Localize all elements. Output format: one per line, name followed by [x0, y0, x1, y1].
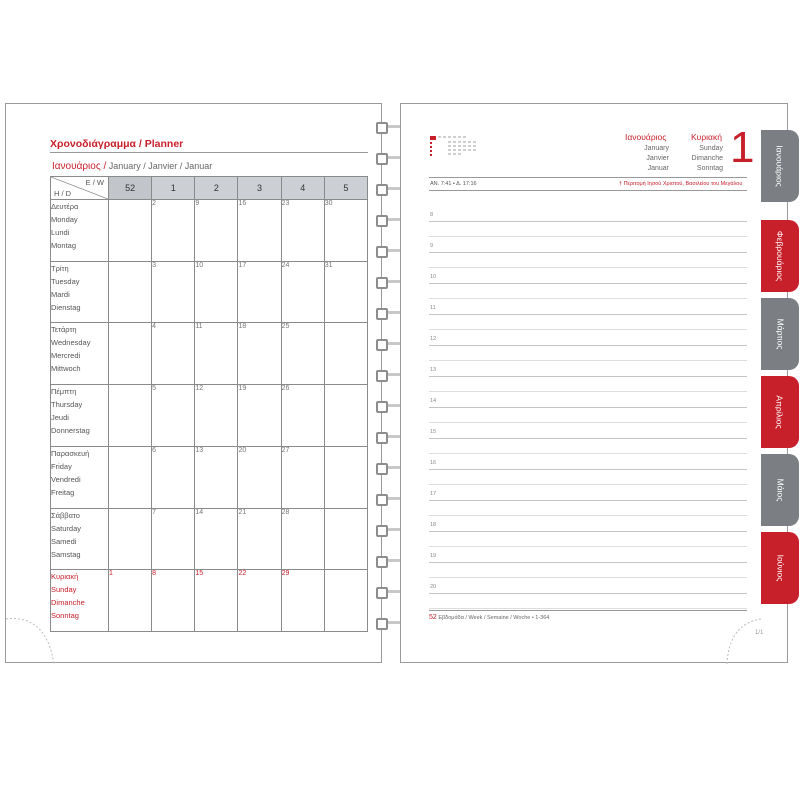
corner-day-label: H / D	[54, 189, 72, 198]
day-name-label: Τρίτη	[51, 263, 69, 273]
planner-day-row	[51, 200, 368, 262]
weekday-french: Dimanche	[691, 155, 723, 162]
monthly-planner-table	[50, 176, 368, 632]
half-hour-line[interactable]	[429, 453, 747, 454]
planner-day-row	[51, 385, 368, 447]
planner-date-cell[interactable]: 12	[195, 385, 238, 447]
day-name-label: Mardi	[51, 289, 70, 299]
hour-line[interactable]	[429, 531, 747, 532]
hour-label: 10	[430, 274, 437, 280]
day-name-label: Samedi	[51, 536, 77, 546]
planner-date-cell[interactable]: 5	[152, 385, 195, 447]
day-name-label: Κυριακή	[51, 572, 79, 582]
planner-day-row	[51, 446, 368, 508]
planner-date-cell[interactable]: 23	[281, 200, 324, 262]
day-name-label: Thursday	[51, 400, 83, 410]
month-german: Januar	[647, 165, 669, 172]
planner-date-cell[interactable]: 21	[238, 508, 281, 570]
day-name-label: Freitag	[51, 487, 75, 497]
planner-date-cell[interactable]	[324, 570, 367, 632]
hour-label: 13	[430, 367, 437, 373]
half-hour-line[interactable]	[429, 422, 747, 423]
weekday-english: Sunday	[699, 145, 723, 152]
day-name-cell	[51, 261, 109, 323]
page-number: 1/1	[755, 630, 764, 636]
week-header: 3	[238, 177, 281, 200]
half-hour-line[interactable]	[429, 360, 747, 361]
weekday-german: Sonntag	[696, 165, 723, 172]
tab-label: Απρίλιος	[774, 395, 785, 429]
hour-line[interactable]	[429, 283, 747, 284]
week-header: 1	[152, 177, 195, 200]
hour-line[interactable]	[429, 438, 747, 439]
planner-date-cell[interactable]: 19	[238, 385, 281, 447]
tab-label: Ιανουάριος	[775, 145, 785, 187]
day-name-label: Sonntag	[51, 611, 79, 621]
week-header: 52	[109, 177, 152, 200]
half-hour-line[interactable]	[429, 608, 747, 609]
day-name-label: Σάββατο	[51, 510, 80, 520]
week-footer	[429, 614, 549, 621]
half-hour-line[interactable]	[429, 298, 747, 299]
title-divider	[50, 152, 368, 153]
month-heading-greek: Ιανουάριος /	[52, 161, 107, 172]
day-name-label: Dimanche	[51, 598, 85, 608]
planner-date-cell[interactable]: 6	[152, 446, 195, 508]
footer-week-text: Εβδομάδα / Week / Semaine / Woche • 1-364	[438, 615, 550, 621]
planner-date-cell[interactable]: 16	[238, 200, 281, 262]
hour-label: 14	[430, 398, 437, 404]
hour-line[interactable]	[429, 469, 747, 470]
day-name-label: Παρασκευή	[51, 448, 90, 458]
planner-date-cell[interactable]: 30	[324, 200, 367, 262]
half-hour-line[interactable]	[429, 546, 747, 547]
planner-date-cell[interactable]: 3	[152, 261, 195, 323]
half-hour-line[interactable]	[429, 391, 747, 392]
planner-day-row	[51, 570, 368, 632]
half-hour-line[interactable]	[429, 329, 747, 330]
planner-date-cell[interactable]	[324, 323, 367, 385]
hour-label: 17	[430, 491, 437, 497]
hour-label: 15	[430, 429, 437, 435]
planner-date-cell[interactable]: 20	[238, 446, 281, 508]
planner-date-cell[interactable]	[109, 385, 152, 447]
weekday-greek: Κυριακή	[691, 132, 722, 142]
planner-date-cell[interactable]: 14	[195, 508, 238, 570]
planner-date-cell[interactable]: 17	[238, 261, 281, 323]
page-corner-dotted-curve	[6, 594, 66, 664]
tab-march[interactable]	[761, 298, 799, 370]
hour-label: 12	[430, 336, 437, 342]
planner-date-cell[interactable]: 27	[281, 446, 324, 508]
day-name-cell	[51, 200, 109, 262]
month-french: Janvier	[646, 155, 669, 162]
planner-date-cell[interactable]	[324, 385, 367, 447]
planner-date-cell[interactable]: 25	[281, 323, 324, 385]
day-name-label: Samstag	[51, 549, 81, 559]
week-header: 5	[324, 177, 367, 200]
day-name-cell	[51, 446, 109, 508]
footer-divider	[429, 610, 747, 611]
month-heading-other: January / Janvier / Januar	[106, 161, 213, 171]
week-header-row	[51, 177, 368, 200]
day-name-label: Δευτέρα	[51, 202, 79, 211]
header-divider-lower	[429, 190, 747, 191]
month-english: January	[644, 145, 669, 152]
hour-line[interactable]	[429, 376, 747, 377]
tab-label: Ιούνιος	[774, 554, 785, 582]
planner-date-cell[interactable]	[109, 261, 152, 323]
tab-label: Μάρτιος	[775, 318, 785, 350]
day-name-label: Vendredi	[51, 474, 81, 484]
planner-date-cell[interactable]: 28	[281, 508, 324, 570]
hour-line[interactable]	[429, 345, 747, 346]
hour-label: 8	[430, 212, 434, 218]
header-divider	[429, 177, 747, 178]
planner-date-cell[interactable]: 18	[238, 323, 281, 385]
planner-day-row	[51, 261, 368, 323]
day-name-label: Saturday	[51, 523, 82, 533]
tab-may[interactable]	[761, 454, 799, 526]
day-name-label: Mercredi	[51, 351, 81, 361]
sunrise-sunset: ΑΝ. 7:41 • Δ. 17:16	[430, 181, 477, 187]
hour-line[interactable]	[429, 562, 747, 563]
day-name-label: Lundi	[51, 228, 70, 237]
day-name-cell	[51, 385, 109, 447]
hour-label: 20	[430, 584, 437, 590]
hour-line[interactable]	[429, 407, 747, 408]
day-name-label: Monday	[51, 215, 78, 224]
day-name-label: Friday	[51, 461, 72, 471]
footer-week-number: 52	[429, 614, 437, 621]
hour-label: 9	[430, 243, 434, 249]
planner-date-cell[interactable]	[109, 323, 152, 385]
hour-label: 18	[430, 522, 437, 528]
planner-date-cell[interactable]	[109, 508, 152, 570]
day-name-label: Mittwoch	[51, 364, 81, 374]
day-name-cell	[51, 508, 109, 570]
corner-cell	[51, 177, 109, 200]
planner-date-cell[interactable]	[324, 508, 367, 570]
planner-title: Χρονοδιάγραμμα / Planner	[50, 138, 184, 150]
hour-label: 16	[430, 460, 437, 466]
month-greek: Ιανουάριος	[625, 132, 667, 142]
planner-date-cell[interactable]: 15	[195, 570, 238, 632]
planner-date-cell[interactable]: 1	[109, 570, 152, 632]
mini-calendar	[430, 136, 488, 158]
page-corner-dotted-curve-right	[721, 609, 764, 664]
day-name-cell	[51, 323, 109, 385]
hour-line[interactable]	[429, 593, 747, 594]
month-heading	[52, 161, 212, 172]
planner-date-cell[interactable]: 29	[281, 570, 324, 632]
hour-line[interactable]	[429, 221, 747, 222]
planner-date-cell[interactable]: 24	[281, 261, 324, 323]
half-hour-line[interactable]	[429, 236, 747, 237]
planner-date-cell[interactable]: 9	[195, 200, 238, 262]
half-hour-line[interactable]	[429, 484, 747, 485]
hour-line[interactable]	[429, 500, 747, 501]
planner-date-cell[interactable]: 22	[238, 570, 281, 632]
day-name-label: Τετάρτη	[51, 325, 77, 335]
planner-date-cell[interactable]: 8	[152, 570, 195, 632]
day-name-label: Jeudi	[51, 413, 69, 423]
planner-date-cell[interactable]	[324, 446, 367, 508]
week-header: 4	[281, 177, 324, 200]
tab-january[interactable]	[761, 130, 799, 202]
planner-date-cell[interactable]: 31	[324, 261, 367, 323]
hour-label: 11	[430, 305, 436, 311]
half-hour-line[interactable]	[429, 577, 747, 578]
day-name-label: Donnerstag	[51, 426, 90, 436]
planner-date-cell[interactable]: 26	[281, 385, 324, 447]
tab-june[interactable]	[761, 532, 799, 604]
day-name-label: Wednesday	[51, 338, 91, 348]
corner-week-label: E / W	[85, 178, 104, 187]
name-day: † Περιτομή Ιησού Χριστού, Βασιλείου του Μεγάλου	[619, 181, 743, 187]
planner-day-row	[51, 508, 368, 570]
day-name-label: Tuesday	[51, 276, 80, 286]
tab-april[interactable]	[761, 376, 799, 448]
planner-date-cell[interactable]: 13	[195, 446, 238, 508]
planner-date-cell[interactable]: 7	[152, 508, 195, 570]
half-hour-line[interactable]	[429, 515, 747, 516]
planner-date-cell[interactable]	[109, 446, 152, 508]
week-header: 2	[195, 177, 238, 200]
planner-date-cell[interactable]: 10	[195, 261, 238, 323]
hour-line[interactable]	[429, 314, 747, 315]
tab-label: Φεβρουάριος	[775, 230, 786, 282]
tab-february[interactable]	[761, 220, 799, 292]
day-name-label: Πέμπτη	[51, 387, 77, 397]
planner-date-cell[interactable]: 2	[152, 200, 195, 262]
day-name-label: Montag	[51, 241, 77, 250]
day-name-label: Sunday	[51, 585, 77, 595]
planner-date-cell[interactable]: 4	[152, 323, 195, 385]
planner-date-cell[interactable]: 11	[195, 323, 238, 385]
day-number: 1	[730, 123, 755, 172]
planner-date-cell[interactable]	[109, 200, 152, 262]
left-page-planner	[5, 103, 382, 663]
hour-label: 19	[430, 553, 437, 559]
right-page-daily	[400, 103, 788, 663]
day-name-label: Dienstag	[51, 302, 81, 312]
half-hour-line[interactable]	[429, 267, 747, 268]
tab-label: Μάιος	[775, 478, 785, 502]
planner-day-row	[51, 323, 368, 385]
hour-line[interactable]	[429, 252, 747, 253]
